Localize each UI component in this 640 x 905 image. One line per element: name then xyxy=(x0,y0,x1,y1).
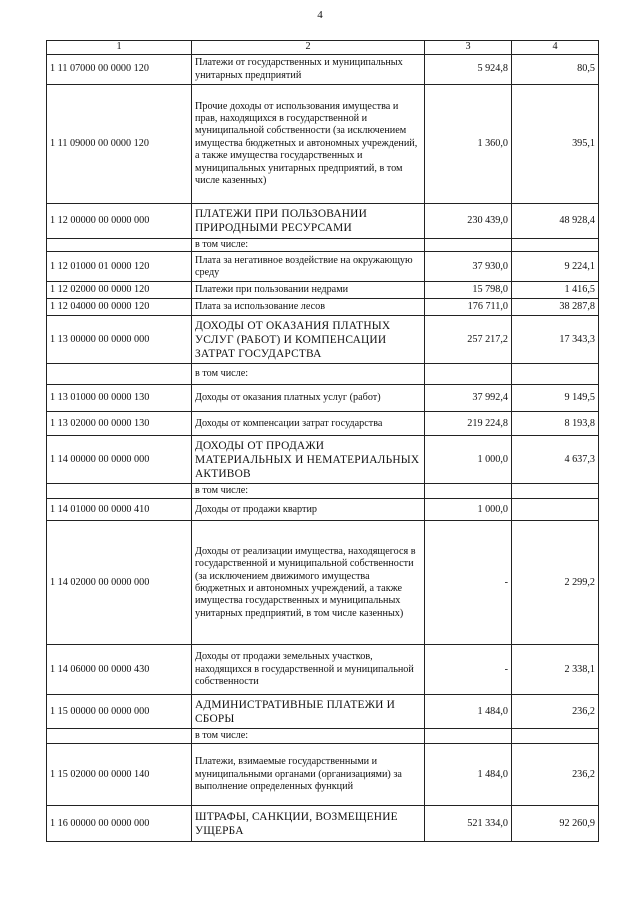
table-row xyxy=(47,484,599,499)
table-row xyxy=(47,385,599,412)
value-cell-col3: 176 711,0 xyxy=(425,299,512,316)
value-cell-col4: 8 193,8 xyxy=(512,412,599,436)
column-header: 4 xyxy=(512,41,599,55)
value-cell-col3: 37 992,4 xyxy=(425,385,512,412)
column-header: 1 xyxy=(47,41,192,55)
page-number: 4 xyxy=(317,9,323,21)
budget-code-cell: 1 15 00000 00 0000 000 xyxy=(47,695,192,729)
table-row xyxy=(47,252,599,282)
value-cell-col4: 236,2 xyxy=(512,695,599,729)
value-cell-col4: 17 343,3 xyxy=(512,316,599,364)
item-name-cell: Доходы от продажи квартир xyxy=(192,499,425,521)
value-cell-col4: 80,5 xyxy=(512,55,599,85)
budget-code-cell: 1 12 02000 00 0000 120 xyxy=(47,282,192,299)
item-name-cell: в том числе: xyxy=(192,239,425,252)
budget-code-cell xyxy=(47,484,192,499)
value-cell-col4 xyxy=(512,499,599,521)
value-cell-col4 xyxy=(512,484,599,499)
item-name-cell: ДОХОДЫ ОТ ОКАЗАНИЯ ПЛАТНЫХ УСЛУГ (РАБОТ) И КОМПЕНСАЦИИ ЗАТРАТ ГОСУДАРСТВА xyxy=(192,316,425,364)
item-name-cell: ШТРАФЫ, САНКЦИИ, ВОЗМЕЩЕНИЕ УЩЕРБА xyxy=(192,806,425,842)
table-row xyxy=(47,806,599,842)
revenue-table xyxy=(46,40,599,842)
value-cell-col3: 1 000,0 xyxy=(425,436,512,484)
budget-code-cell: 1 12 04000 00 0000 120 xyxy=(47,299,192,316)
budget-code-cell: 1 11 09000 00 0000 120 xyxy=(47,85,192,204)
value-cell-col4: 92 260,9 xyxy=(512,806,599,842)
item-name-cell: Платежи от государственных и муниципальных унитарных предприятий xyxy=(192,55,425,85)
value-cell-col3: 15 798,0 xyxy=(425,282,512,299)
table-row xyxy=(47,645,599,695)
item-name-cell: Доходы от реализации имущества, находящегося в государственной и муниципальной собственности (за исключением движимого имущества бюджетных и автономных учреждений, а также имущества государственных и муниципальных унитарных предприятий, в том числе казенных) xyxy=(192,521,425,645)
item-name-cell: Платежи при пользовании недрами xyxy=(192,282,425,299)
item-name-cell: Прочие доходы от использования имущества и прав, находящихся в государственной и муниципальной собственности (за исключением имущества бюджетных и автономных учреждений, а также имущества государственных и муниципальных унитарных предприятий, в том числе казенных) xyxy=(192,85,425,204)
value-cell-col3: 37 930,0 xyxy=(425,252,512,282)
budget-code-cell xyxy=(47,364,192,385)
budget-code-cell: 1 12 00000 00 0000 000 xyxy=(47,204,192,239)
table-row xyxy=(47,239,599,252)
budget-code-cell: 1 14 06000 00 0000 430 xyxy=(47,645,192,695)
table-row xyxy=(47,299,599,316)
value-cell-col3: 1 484,0 xyxy=(425,695,512,729)
budget-code-cell: 1 16 00000 00 0000 000 xyxy=(47,806,192,842)
item-name-cell: Платежи, взимаемые государственными и муниципальными органами (организациями) за выполнение определенных функций xyxy=(192,744,425,806)
table-row xyxy=(47,729,599,744)
value-cell-col4: 2 338,1 xyxy=(512,645,599,695)
budget-code-cell: 1 13 00000 00 0000 000 xyxy=(47,316,192,364)
value-cell-col3 xyxy=(425,729,512,744)
table-header-row xyxy=(47,41,599,55)
item-name-cell: Доходы от оказания платных услуг (работ) xyxy=(192,385,425,412)
table-row xyxy=(47,85,599,204)
value-cell-col4: 236,2 xyxy=(512,744,599,806)
item-name-cell: Плата за негативное воздействие на окружающую среду xyxy=(192,252,425,282)
value-cell-col4: 4 637,3 xyxy=(512,436,599,484)
value-cell-col4: 395,1 xyxy=(512,85,599,204)
budget-code-cell: 1 14 01000 00 0000 410 xyxy=(47,499,192,521)
value-cell-col3: 230 439,0 xyxy=(425,204,512,239)
value-cell-col3 xyxy=(425,484,512,499)
value-cell-col4 xyxy=(512,239,599,252)
table-row xyxy=(47,316,599,364)
value-cell-col3 xyxy=(425,239,512,252)
budget-code-cell: 1 14 02000 00 0000 000 xyxy=(47,521,192,645)
table-row xyxy=(47,744,599,806)
value-cell-col4: 2 299,2 xyxy=(512,521,599,645)
value-cell-col4: 1 416,5 xyxy=(512,282,599,299)
budget-code-cell: 1 13 01000 00 0000 130 xyxy=(47,385,192,412)
value-cell-col3: 1 000,0 xyxy=(425,499,512,521)
table-row xyxy=(47,204,599,239)
budget-code-cell: 1 11 07000 00 0000 120 xyxy=(47,55,192,85)
value-cell-col3: 219 224,8 xyxy=(425,412,512,436)
value-cell-col4: 48 928,4 xyxy=(512,204,599,239)
budget-code-cell: 1 12 01000 01 0000 120 xyxy=(47,252,192,282)
table-row xyxy=(47,55,599,85)
value-cell-col3: - xyxy=(425,521,512,645)
item-name-cell: ПЛАТЕЖИ ПРИ ПОЛЬЗОВАНИИ ПРИРОДНЫМИ РЕСУРСАМИ xyxy=(192,204,425,239)
item-name-cell: Доходы от компенсации затрат государства xyxy=(192,412,425,436)
column-header: 3 xyxy=(425,41,512,55)
value-cell-col3: 1 360,0 xyxy=(425,85,512,204)
item-name-cell: в том числе: xyxy=(192,484,425,499)
item-name-cell: Плата за использование лесов xyxy=(192,299,425,316)
column-header: 2 xyxy=(192,41,425,55)
table-row xyxy=(47,695,599,729)
budget-code-cell: 1 13 02000 00 0000 130 xyxy=(47,412,192,436)
item-name-cell: в том числе: xyxy=(192,364,425,385)
table-row xyxy=(47,282,599,299)
budget-code-cell xyxy=(47,239,192,252)
table-row xyxy=(47,412,599,436)
item-name-cell: ДОХОДЫ ОТ ПРОДАЖИ МАТЕРИАЛЬНЫХ И НЕМАТЕРИАЛЬНЫХ АКТИВОВ xyxy=(192,436,425,484)
table-row xyxy=(47,436,599,484)
value-cell-col3: 257 217,2 xyxy=(425,316,512,364)
value-cell-col4 xyxy=(512,364,599,385)
budget-code-cell xyxy=(47,729,192,744)
value-cell-col4: 38 287,8 xyxy=(512,299,599,316)
value-cell-col3: 5 924,8 xyxy=(425,55,512,85)
value-cell-col4: 9 224,1 xyxy=(512,252,599,282)
value-cell-col3: 1 484,0 xyxy=(425,744,512,806)
table-row xyxy=(47,364,599,385)
item-name-cell: Доходы от продажи земельных участков, находящихся в государственной и муниципальной собственности xyxy=(192,645,425,695)
budget-code-cell: 1 15 02000 00 0000 140 xyxy=(47,744,192,806)
value-cell-col3 xyxy=(425,364,512,385)
table-row xyxy=(47,521,599,645)
item-name-cell: в том числе: xyxy=(192,729,425,744)
value-cell-col4: 9 149,5 xyxy=(512,385,599,412)
value-cell-col4 xyxy=(512,729,599,744)
value-cell-col3: 521 334,0 xyxy=(425,806,512,842)
value-cell-col3: - xyxy=(425,645,512,695)
budget-code-cell: 1 14 00000 00 0000 000 xyxy=(47,436,192,484)
table-row xyxy=(47,499,599,521)
item-name-cell: АДМИНИСТРАТИВНЫЕ ПЛАТЕЖИ И СБОРЫ xyxy=(192,695,425,729)
